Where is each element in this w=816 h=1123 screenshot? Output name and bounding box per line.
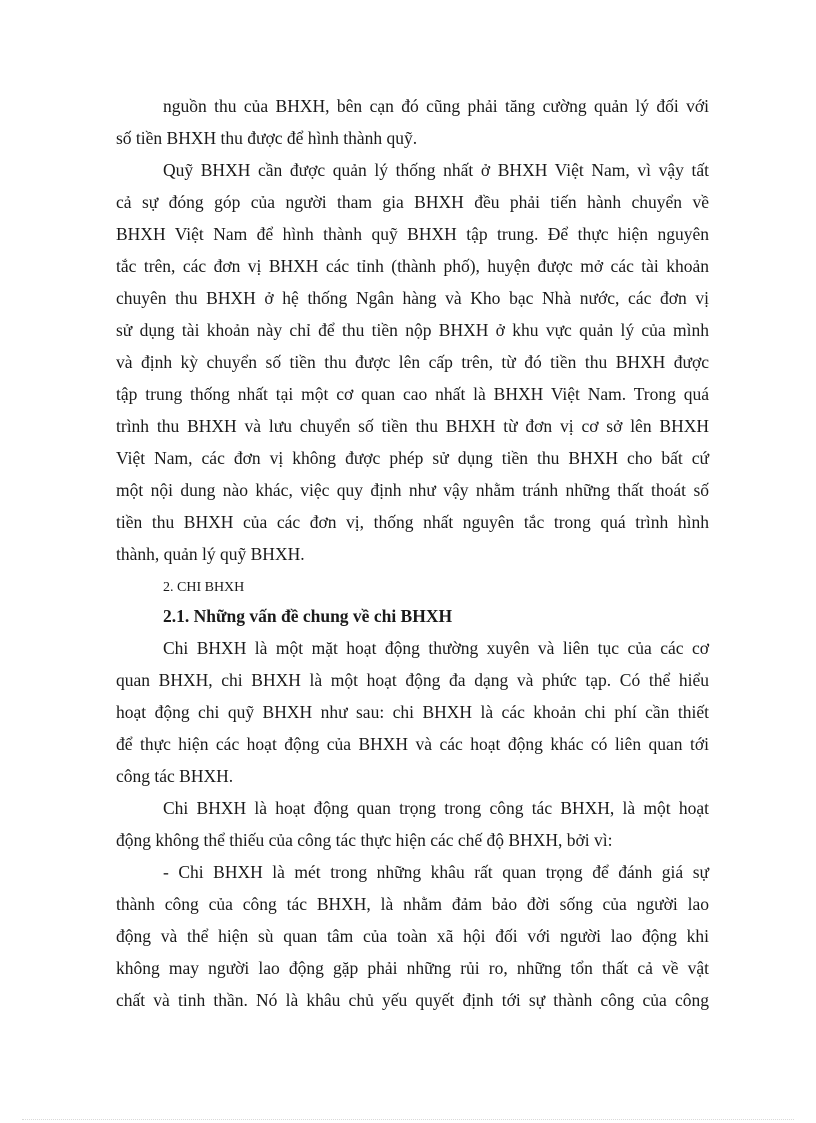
text-line-content: động không thể thiếu của công tác thực hiện các chế độ BHXH, bởi vì: — [116, 830, 613, 850]
text-line-content: thành công của công tác BHXH, là nhằm đảm bảo đời sống của người lao — [116, 894, 709, 914]
text-line-content: tiền thu BHXH của các đơn vị, thống nhất nguyên tắc trong quá trình hình — [116, 512, 709, 532]
text-line-content: một nội dung nào khác, việc quy định như vậy nhằm tránh những thất thoát số — [116, 480, 709, 500]
text-line-content: không may người lao động gặp phải những rủi ro, những tổn thất cả về vật — [116, 958, 709, 978]
text-line-content: Việt Nam, các đơn vị không được phép sử dụng tiền thu BHXH cho bất cứ — [116, 448, 709, 468]
section-heading-text: 2. CHI BHXH — [163, 580, 245, 595]
text-line-content: công tác BHXH. — [116, 766, 234, 786]
subsection-heading-text: 2.1. Những vấn đề chung về chi BHXH — [163, 606, 453, 626]
text-line-content: sử dụng tài khoản này chỉ để thu tiền nộp BHXH ở khu vực quản lý của mình — [116, 320, 709, 340]
text-line-content: BHXH Việt Nam để hình thành quỹ BHXH tập trung. Để thực hiện nguyên — [116, 224, 709, 244]
text-line-content: chuyên thu BHXH ở hệ thống Ngân hàng và Kho bạc Nhà nước, các đơn vị — [116, 288, 709, 308]
text-line-content: tắc trên, các đơn vị BHXH các tỉnh (thành phố), huyện được mở các tài khoản — [116, 256, 709, 276]
text-line-content: - Chi BHXH là mét trong những khâu rất quan trọng để đánh giá sự — [163, 862, 709, 882]
text-line-content: quan BHXH, chi BHXH là một hoạt động đa dạng và phức tạp. Có thể hiểu — [116, 670, 709, 690]
text-line-content: hoạt động chi quỹ BHXH như sau: chi BHXH là các khoản chi phí cần thiết — [116, 702, 709, 722]
text-line-content: tập trung thống nhất tại một cơ quan cao nhất là BHXH Việt Nam. Trong quá — [116, 384, 709, 404]
text-line-content: Chi BHXH là hoạt động quan trọng trong công tác BHXH, là một hoạt — [163, 798, 709, 818]
text-line-content: Quỹ BHXH cần được quản lý thống nhất ở BHXH Việt Nam, vì vậy tất — [163, 160, 709, 180]
text-line-content: động và thể hiện sù quan tâm của toàn xã hội đối với người lao động khi — [116, 926, 709, 946]
text-line-content: chất và tinh thần. Nó là khâu chủ yếu quyết định tới sự thành công của công — [116, 990, 709, 1010]
text-line-content: và định kỳ chuyển số tiền thu được lên cấp trên, từ đó tiền thu BHXH được — [116, 352, 709, 372]
text-line-content: thành, quản lý quỹ BHXH. — [116, 544, 305, 564]
text-line-content: cả sự đóng góp của người tham gia BHXH đều phải tiến hành chuyển về — [116, 192, 709, 212]
text-line-content: nguồn thu của BHXH, bên cạn đó cũng phải tăng cường quản lý đối với — [163, 96, 709, 116]
page-bottom-divider — [22, 1119, 794, 1120]
text-line-content: Chi BHXH là một mặt hoạt động thường xuyên và liên tục của các cơ — [163, 638, 709, 658]
text-line-content: số tiền BHXH thu được để hình thành quỹ. — [116, 128, 418, 148]
text-line-content: để thực hiện các hoạt động của BHXH và các hoạt động khác có liên quan tới — [116, 734, 709, 754]
text-line-content: trình thu BHXH và lưu chuyển số tiền thu BHXH từ đơn vị cơ sở lên BHXH — [116, 416, 709, 436]
